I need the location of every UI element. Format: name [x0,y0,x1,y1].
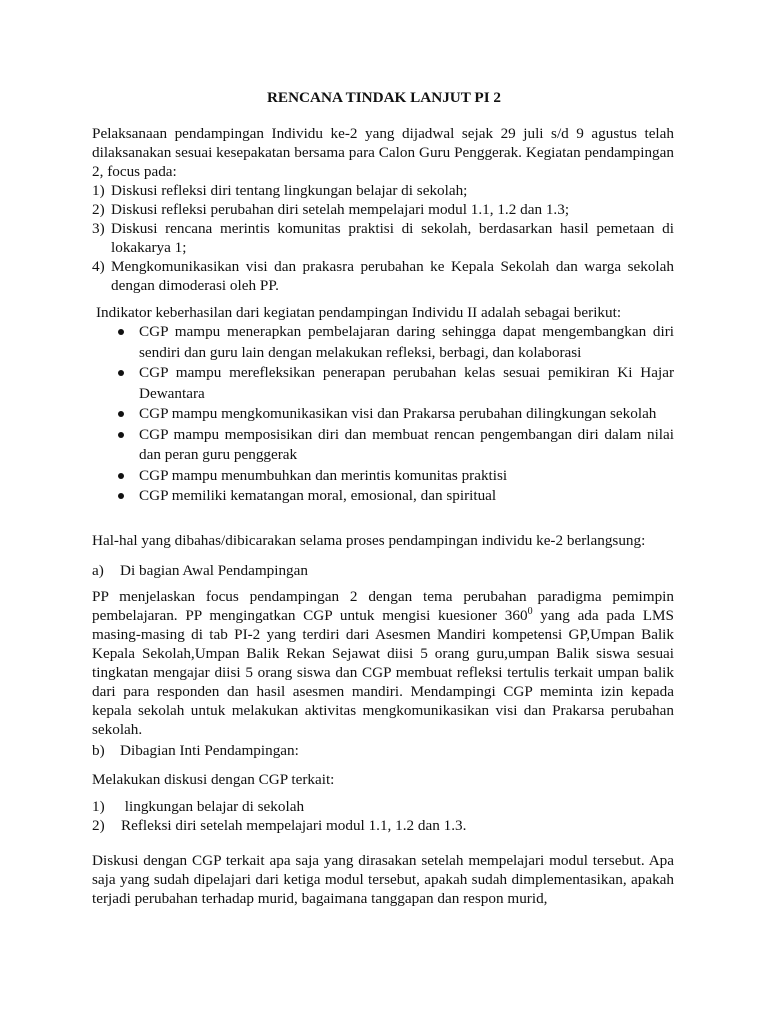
bullet-icon [118,329,124,335]
intro-paragraph: Pelaksanaan pendampingan Individu ke-2 yang dijadwal sejak 29 juli s/d 9 agustus telah dilaksanakan sesuai kesepakatan bersama para Calon Guru Penggerak. Kegiatan pendampingan 2, focus pada: [92,125,674,180]
bullet-icon [118,432,124,438]
section-b-lead: Melakukan diskusi dengan CGP terkait: [92,771,335,788]
list-item: 1) Diskusi refleksi diri tentang lingkungan belajar di sekolah; [92,182,468,199]
section-b-heading: b) Dibagian Inti Pendampingan: [92,742,299,759]
intro-list [92,181,674,295]
closing-paragraph: Diskusi dengan CGP terkait apa saja yang dirasakan setelah mempelajari modul tersebut. Apa saja yang sudah dipelajari dari ketiga modul tersebut, apakah sudah dimplementasikan, apakah terjadi perubahan terhadap murid, bagaimana tanggapan dan respon murid, [92,852,674,907]
document-title: RENCANA TINDAK LANJUT PI 2 [266,89,502,106]
list-item: 3) Diskusi rencana merintis komunitas praktisi di sekolah, berdasarkan hasil pemetaan di lokakarya 1; [92,220,674,256]
intro-section [92,124,674,295]
bullet-icon [118,493,124,499]
indikator-list [92,322,674,507]
list-item: CGP mampu merefleksikan penerapan perubahan kelas sesuai pemikiran Ki Hajar Dewantara [92,363,674,404]
list-item: CGP mampu mengkomunikasikan visi dan Prakarsa perubahan dilingkungan sekolah [92,404,674,425]
list-item: CGP memiliki kematangan moral, emosional, dan spiritual [92,486,674,507]
section-a-paragraph: PP menjelaskan focus pendampingan 2 dengan tema perubahan paradigma pemimpin pembelajaran. PP mengingatkan CGP untuk mengisi kuesioner $360^0$ yang ada pada LMS masing-masing di tab PI-2 yang terdiri dari Asesmen Mandiri kompetensi GP,Umpan Balik Kepala Sekolah,Umpan Balik Rekan Sejawat diisi 5 orang guru,umpan Balik siswa sesuai tingkatan mengajar diisi 5 orang siswa dan CGP membuat refleksi tertulis terkait umpan balik dari para responden dan hasil asesmen mandiri. Mendampingi CGP meminta izin kepada kepala sekolah untuk melakukan aktivitas mengkomunikasikan visi dan Prakarsa perubahan sekolah. [92,588,674,738]
list-item: CGP mampu memposisikan diri dan membuat rencan pengembangan diri dalam nilai dan peran guru penggerak [92,425,674,466]
indikator-section [92,303,674,507]
section-b-list [92,797,674,835]
list-item: 1) lingkungan belajar di sekolah [92,798,305,815]
section-a-heading: a) Di bagian Awal Pendampingan [92,562,308,579]
list-item: CGP mampu menerapkan pembelajaran daring sehingga dapat mengembangkan diri sendiri dan guru lain dengan melakukan refleksi, berbagi, dan kolaborasi [92,322,674,363]
indikator-heading: Indikator keberhasilan dari kegiatan pendampingan Individu II adalah sebagai berikut: [96,304,622,321]
bullet-icon [118,411,124,417]
bullet-icon [118,473,124,479]
hal-hal-paragraph: Hal-hal yang dibahas/dibicarakan selama proses pendampingan individu ke-2 berlangsung: [92,532,646,549]
list-item: 4) Mengkomunikasikan visi dan prakasra perubahan ke Kepala Sekolah dan warga sekolah dengan dimoderasi oleh PP. [92,258,674,294]
bullet-icon [118,370,124,376]
list-item: CGP mampu menumbuhkan dan merintis komunitas praktisi [92,466,674,487]
list-item: 2) Diskusi refleksi perubahan diri setelah mempelajari modul 1.1, 1.2 dan 1.3; [92,201,570,218]
list-item: 2) Refleksi diri setelah mempelajari modul 1.1, 1.2 dan 1.3. [92,817,467,834]
